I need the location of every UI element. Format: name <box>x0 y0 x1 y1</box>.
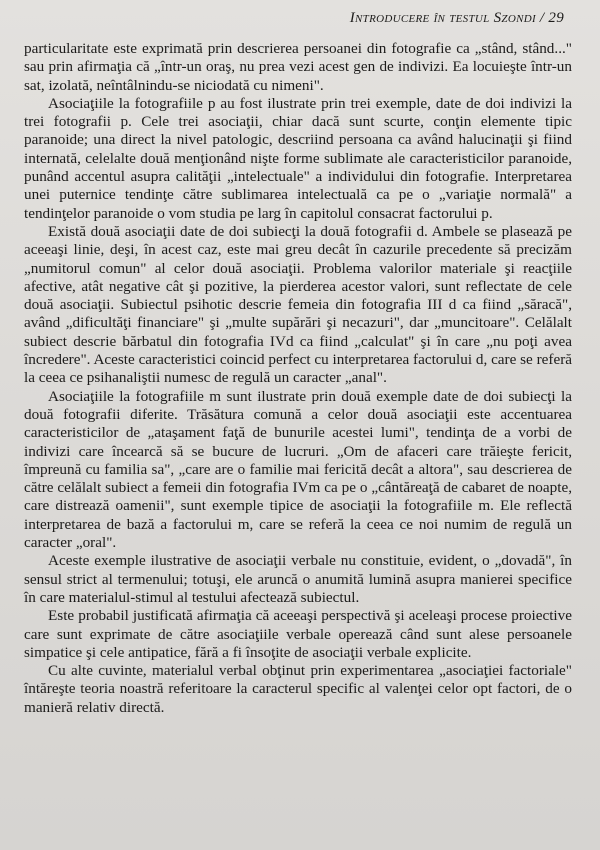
header-separator: / <box>539 10 545 26</box>
paragraph-4: Asociaţiile la fotografiile m sunt ilustrate prin două exemple date de doi subiecţi la două fotografii diferite. Trăsătura comună a celor două asociaţii este accentuarea caracteristicilor de „ataşament faţă de bunurile acestei lumi", tendinţa de a vorbi de indivizi care încearcă să se bucure de lucruri. „Om de afaceri care trăieşte fericit, împreună cu familia sa", „care are o familie mai fericită decât a altora", sau descrierea de către celălalt subiect a femeii din fotografia IVm ca pe o „cântăreaţă de cabaret de noapte, care distrează oamenii", sunt exemple tipice de asociaţii la fotografiile m. Ele reflectă interpretarea de bază a factorului m, care se referă la ceea ce noi numim de regulă un caracter „oral". <box>24 387 572 552</box>
running-header <box>350 10 564 27</box>
paragraph-3: Există două asociaţii date de doi subiecţi la două fotografii d. Ambele se plasează pe aceeaşi linie, deşi, în acest caz, este mai greu decât în cazurile precedente să precizăm „numitorul comun" al celor două asociaţii. Problema valorilor materiale şi reacţiile afective, atât negative cât şi pozitive, la pierderea acestor valori, sunt reflectate de cele două asociaţii. Subiectul psihotic descrie femeia din fotografia III d ca fiind „săracă", având „dificultăţi financiare" şi „multe supărări şi necazuri", dar „muncitoare". Celălalt subiect descrie bărbatul din fotografia IVd ca fiind „calculat" şi în care „nu poţi avea încredere". Aceste caracteristici coincid perfect cu interpretarea factorului d, care se referă la ceea ce psihanaliştii numesc de regulă un caracter „anal". <box>24 222 572 387</box>
body-text <box>24 40 572 717</box>
paragraph-1: particularitate este exprimată prin descrierea persoanei din fotografie ca „stând, stând..." sau prin afirmaţia că „într-un oraş, nu prea vezi acest gen de indivizi. Ea locuieşte într-un sat, izolată, neîntâlnindu-se niciodată cu nimeni". <box>24 40 572 94</box>
page-number: 29 <box>548 10 564 26</box>
paragraph-6: Este probabil justificată afirmaţia că aceeaşi perspectivă şi aceleaşi procese proiective care sunt exprimate de către asociaţiile verbale operează când sunt alese persoanele simpatice şi cele antipatice, fără a fi însoţite de asociaţii verbale explicite. <box>24 607 572 661</box>
header-title: Introducere în testul Szondi <box>349 10 536 26</box>
paragraph-7: Cu alte cuvinte, materialul verbal obţinut prin experimentarea „asociaţiei factoriale" întăreşte teoria noastră referitoare la caracterul specific al valenţei celor opt factori, de o manieră relativ directă. <box>24 662 572 716</box>
paragraph-5: Aceste exemple ilustrative de asociaţii verbale nu constituie, evident, o „dovadă", în sensul strict al termenului; totuşi, ele aruncă o anumită lumină asupra manierei specifice în care materialul-stimul al testului afectează subiectul. <box>24 552 572 606</box>
paragraph-2: Asociaţiile la fotografiile p au fost ilustrate prin trei exemple, date de doi indivizi la trei fotografii p. Cele trei asociaţii, chiar dacă sunt scurte, conţin elemente tipic paranoide; una direct la nivel patologic, descriind persoana ca având halucinaţii şi fiind internată, celelalte două menţionând nişte forme sublimate ale caracteristicilor paranoide, punând accentul asupra calităţii „intelectuale" a individului din fotografie. Interpretarea unei puternice tendinţe către sublimarea intelectuală ca pe o „variaţie normală" a tendinţelor paranoide o vom studia pe larg în capitolul consacrat factorului p. <box>24 94 572 222</box>
